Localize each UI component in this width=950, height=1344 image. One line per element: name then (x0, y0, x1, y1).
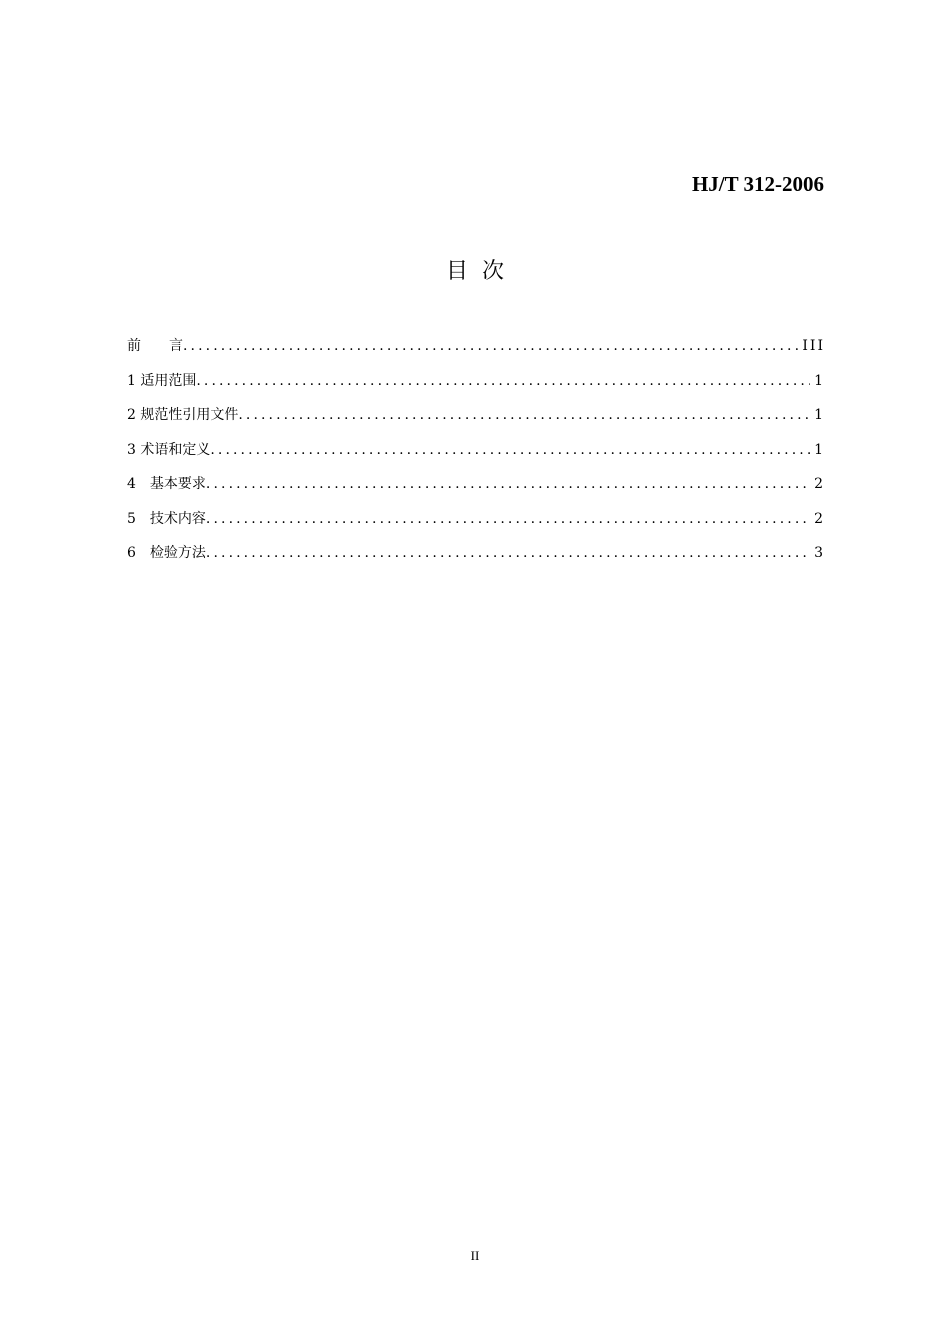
toc-entry-label: 3 术语和定义 (127, 441, 211, 458)
toc-entry-technical-content[interactable] (127, 509, 823, 544)
toc-leader-dots (210, 440, 810, 460)
standard-number: HJ/T 312-2006 (691, 172, 824, 196)
toc-entry-page: 1 (814, 407, 825, 423)
toc-entry-page: 2 (814, 476, 825, 492)
toc-entry-page: 1 (814, 372, 825, 389)
toc-entry-label: 5 技术内容 (127, 510, 206, 527)
toc-leader-dots (238, 405, 810, 425)
toc-entry-page: 3 (814, 545, 825, 561)
toc-list (127, 336, 823, 578)
toc-entry-normative-references[interactable] (127, 405, 823, 440)
toc-entry-page: 2 (814, 510, 825, 527)
toc-entry-scope[interactable] (127, 371, 823, 406)
toc-entry-terms-definitions[interactable] (127, 440, 823, 475)
toc-entry-test-methods[interactable] (127, 543, 823, 578)
toc-entry-label: 前 言 (127, 338, 183, 354)
toc-entry-label: 2 规范性引用文件 (127, 407, 239, 423)
toc-entry-foreword[interactable] (127, 336, 823, 371)
toc-leader-dots (196, 371, 810, 391)
page-number: II (470, 1248, 480, 1263)
toc-entry-basic-requirements[interactable] (127, 474, 823, 509)
toc-entry-label: 6 检验方法 (127, 545, 206, 561)
toc-leader-dots (183, 336, 798, 356)
toc-entry-label: 4 基本要求 (127, 476, 206, 492)
toc-entry-label: 1 适用范围 (127, 372, 197, 389)
toc-title: 目次 (445, 259, 518, 284)
toc-leader-dots (206, 474, 810, 494)
toc-entry-page: 1 (814, 441, 825, 458)
toc-leader-dots (206, 509, 810, 529)
toc-entry-page: III (802, 338, 825, 354)
toc-leader-dots (206, 543, 810, 563)
